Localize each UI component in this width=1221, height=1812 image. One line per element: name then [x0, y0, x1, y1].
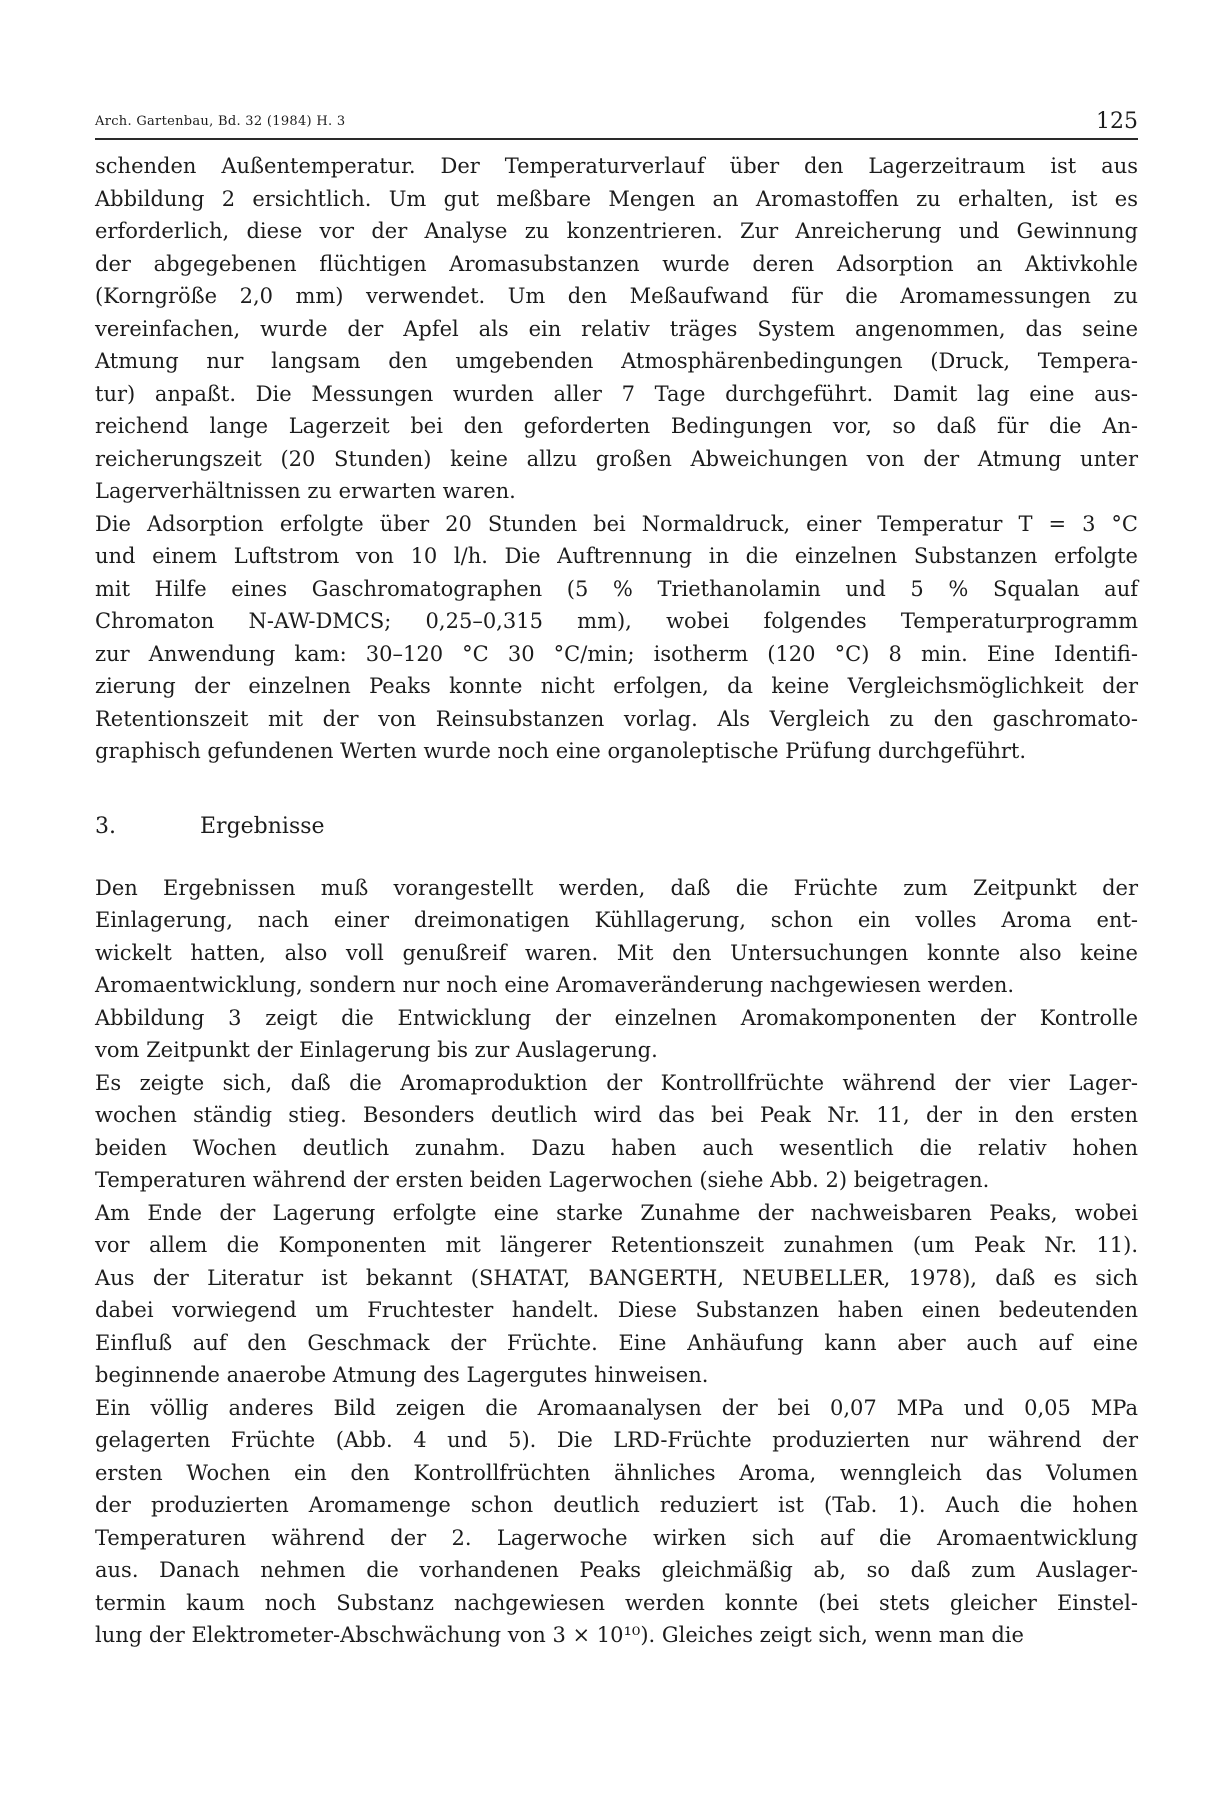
text-line: Abbildung 3 zeigt die Entwicklung der einzelnen Aromakomponenten der Kontrolle — [95, 1005, 1138, 1030]
text-line: Den Ergebnissen muß vorangestellt werden, daß die Früchte zum Zeitpunkt der — [95, 875, 1138, 900]
text-line: Aromaentwicklung, sondern nur noch eine Aromaveränderung nachgewiesen werden. — [95, 973, 1015, 997]
paragraph — [95, 1392, 1138, 1652]
section-title: Ergebnisse — [200, 813, 325, 839]
text-line: lung der Elektrometer-Abschwächung von 3 × 10¹⁰). Gleiches zeigt sich, wenn man die — [95, 1623, 1024, 1647]
text-line: Retentionszeit mit der von Reinsubstanzen vorlag. Als Vergleich zu den gaschromato- — [95, 706, 1138, 731]
section-number: 3. — [95, 813, 116, 839]
text-line: beginnende anaerobe Atmung des Lagergutes hinweisen. — [95, 1363, 709, 1387]
text-line: aus. Danach nehmen die vorhandenen Peaks gleichmäßig ab, so daß zum Auslager- — [95, 1558, 1138, 1582]
text-line: vor allem die Komponenten mit längerer Retentionszeit zunahmen (um Peak Nr. 11). — [95, 1233, 1138, 1257]
paragraph — [95, 1002, 1138, 1067]
text-line: Einlagerung, nach einer dreimonatigen Kühllagerung, schon ein volles Aroma ent- — [95, 908, 1138, 932]
text-line: Abbildung 2 ersichtlich. Um gut meßbare Mengen an Aromastoffen zu erhalten, ist es — [95, 186, 1138, 211]
text-line: (Korngröße 2,0 mm) verwendet. Um den Meßaufwand für die Aromamessungen zu — [95, 284, 1138, 308]
text-line: Die Adsorption erfolgte über 20 Stunden bei Normaldruck, einer Temperatur T = 3 °C — [95, 511, 1138, 536]
text-line: zur Anwendung kam: 30–120 °C 30 °C/min; isotherm (120 °C) 8 min. Eine Identifi- — [95, 641, 1138, 666]
text-line: Atmung nur langsam den umgebenden Atmosphärenbedingungen (Druck, Tempera- — [95, 349, 1138, 373]
text-line: reicherungszeit (20 Stunden) keine allzu großen Abweichungen von der Atmung unter — [95, 446, 1138, 471]
text-line: Temperaturen während der 2. Lagerwoche wirken sich auf die Aromaentwicklung — [95, 1525, 1138, 1550]
text-line: Ein völlig anderes Bild zeigen die Aromaanalysen der bei 0,07 MPa und 0,05 MPa — [95, 1395, 1138, 1420]
results-text — [95, 872, 1138, 1652]
running-head — [95, 100, 1138, 140]
paragraph — [95, 1067, 1138, 1197]
text-line: zierung der einzelnen Peaks konnte nicht erfolgen, da keine Vergleichsmöglichkeit der — [95, 674, 1138, 698]
text-line: vereinfachen, wurde der Apfel als ein relativ träges System angenommen, das seine — [95, 316, 1138, 341]
text-line: wickelt hatten, also voll genußreif waren. Mit den Untersuchungen konnte also keine — [95, 940, 1138, 965]
text-line: Am Ende der Lagerung erfolgte eine starke Zunahme der nachweisbaren Peaks, wobei — [95, 1200, 1138, 1225]
text-line: Einfluß auf den Geschmack der Früchte. Eine Anhäufung kann aber auch auf eine — [95, 1330, 1138, 1355]
text-line: reichend lange Lagerzeit bei den geforderten Bedingungen vor, so daß für die An- — [95, 414, 1138, 438]
text-line: Chromaton N-AW-DMCS; 0,25–0,315 mm), wobei folgendes Temperaturprogramm — [95, 609, 1138, 633]
text-line: Lagerverhältnissen zu erwarten waren. — [95, 479, 516, 503]
text-line: wochen ständig stieg. Besonders deutlich wird das bei Peak Nr. 11, der in den ersten — [95, 1103, 1138, 1127]
text-line: Es zeigte sich, daß die Aromaproduktion der Kontrollfrüchte während der vier Lager- — [95, 1070, 1138, 1095]
paragraph — [95, 1197, 1138, 1392]
text-line: erforderlich, diese vor der Analyse zu konzentrieren. Zur Anreicherung und Gewinnung — [95, 219, 1138, 243]
text-line: vom Zeitpunkt der Einlagerung bis zur Auslagerung. — [95, 1038, 658, 1062]
paragraph — [95, 150, 1138, 508]
text-line: Aus der Literatur ist bekannt (SHATAT, BANGERTH, NEUBELLER, 1978), daß es sich — [95, 1265, 1138, 1290]
paragraph — [95, 508, 1138, 768]
text-line: termin kaum noch Substanz nachgewiesen werden konnte (bei stets gleicher Einstel- — [95, 1590, 1138, 1615]
text-line: dabei vorwiegend um Fruchtester handelt. Diese Substanzen haben einen bedeutenden — [95, 1298, 1138, 1322]
text-line: schenden Außentemperatur. Der Temperaturverlauf über den Lagerzeitraum ist aus — [95, 154, 1138, 178]
text-line: und einem Luftstrom von 10 l/h. Die Auftrennung in die einzelnen Substanzen erfolgte — [95, 544, 1138, 568]
text-line: tur) anpaßt. Die Messungen wurden aller 7 Tage durchgeführt. Damit lag eine aus- — [95, 381, 1138, 406]
page-number: 125 — [1096, 109, 1138, 134]
text-line: mit Hilfe eines Gaschromatographen (5 % Triethanolamin und 5 % Squalan auf — [95, 576, 1138, 601]
paragraph — [95, 872, 1138, 1002]
text-line: der produzierten Aromamenge schon deutlich reduziert ist (Tab. 1). Auch die hohen — [95, 1493, 1138, 1517]
text-line: der abgegebenen flüchtigen Aromasubstanzen wurde deren Adsorption an Aktivkohle — [95, 251, 1138, 276]
text-line: graphisch gefundenen Werten wurde noch eine organoleptische Prüfung durchgeführt. — [95, 739, 1027, 763]
page — [95, 100, 1138, 1652]
text-line: Temperaturen während der ersten beiden Lagerwochen (siehe Abb. 2) beigetragen. — [95, 1168, 990, 1192]
text-line: gelagerten Früchte (Abb. 4 und 5). Die LRD-Früchte produzierten nur während der — [95, 1428, 1138, 1452]
methods-text — [95, 150, 1138, 768]
text-line: beiden Wochen deutlich zunahm. Dazu haben auch wesentlich die relativ hohen — [95, 1135, 1138, 1160]
section-heading — [95, 811, 1138, 843]
journal-citation: Arch. Gartenbau, Bd. 32 (1984) H. 3 — [95, 114, 346, 129]
text-line: ersten Wochen ein den Kontrollfrüchten ähnliches Aroma, wenngleich das Volumen — [95, 1460, 1138, 1485]
